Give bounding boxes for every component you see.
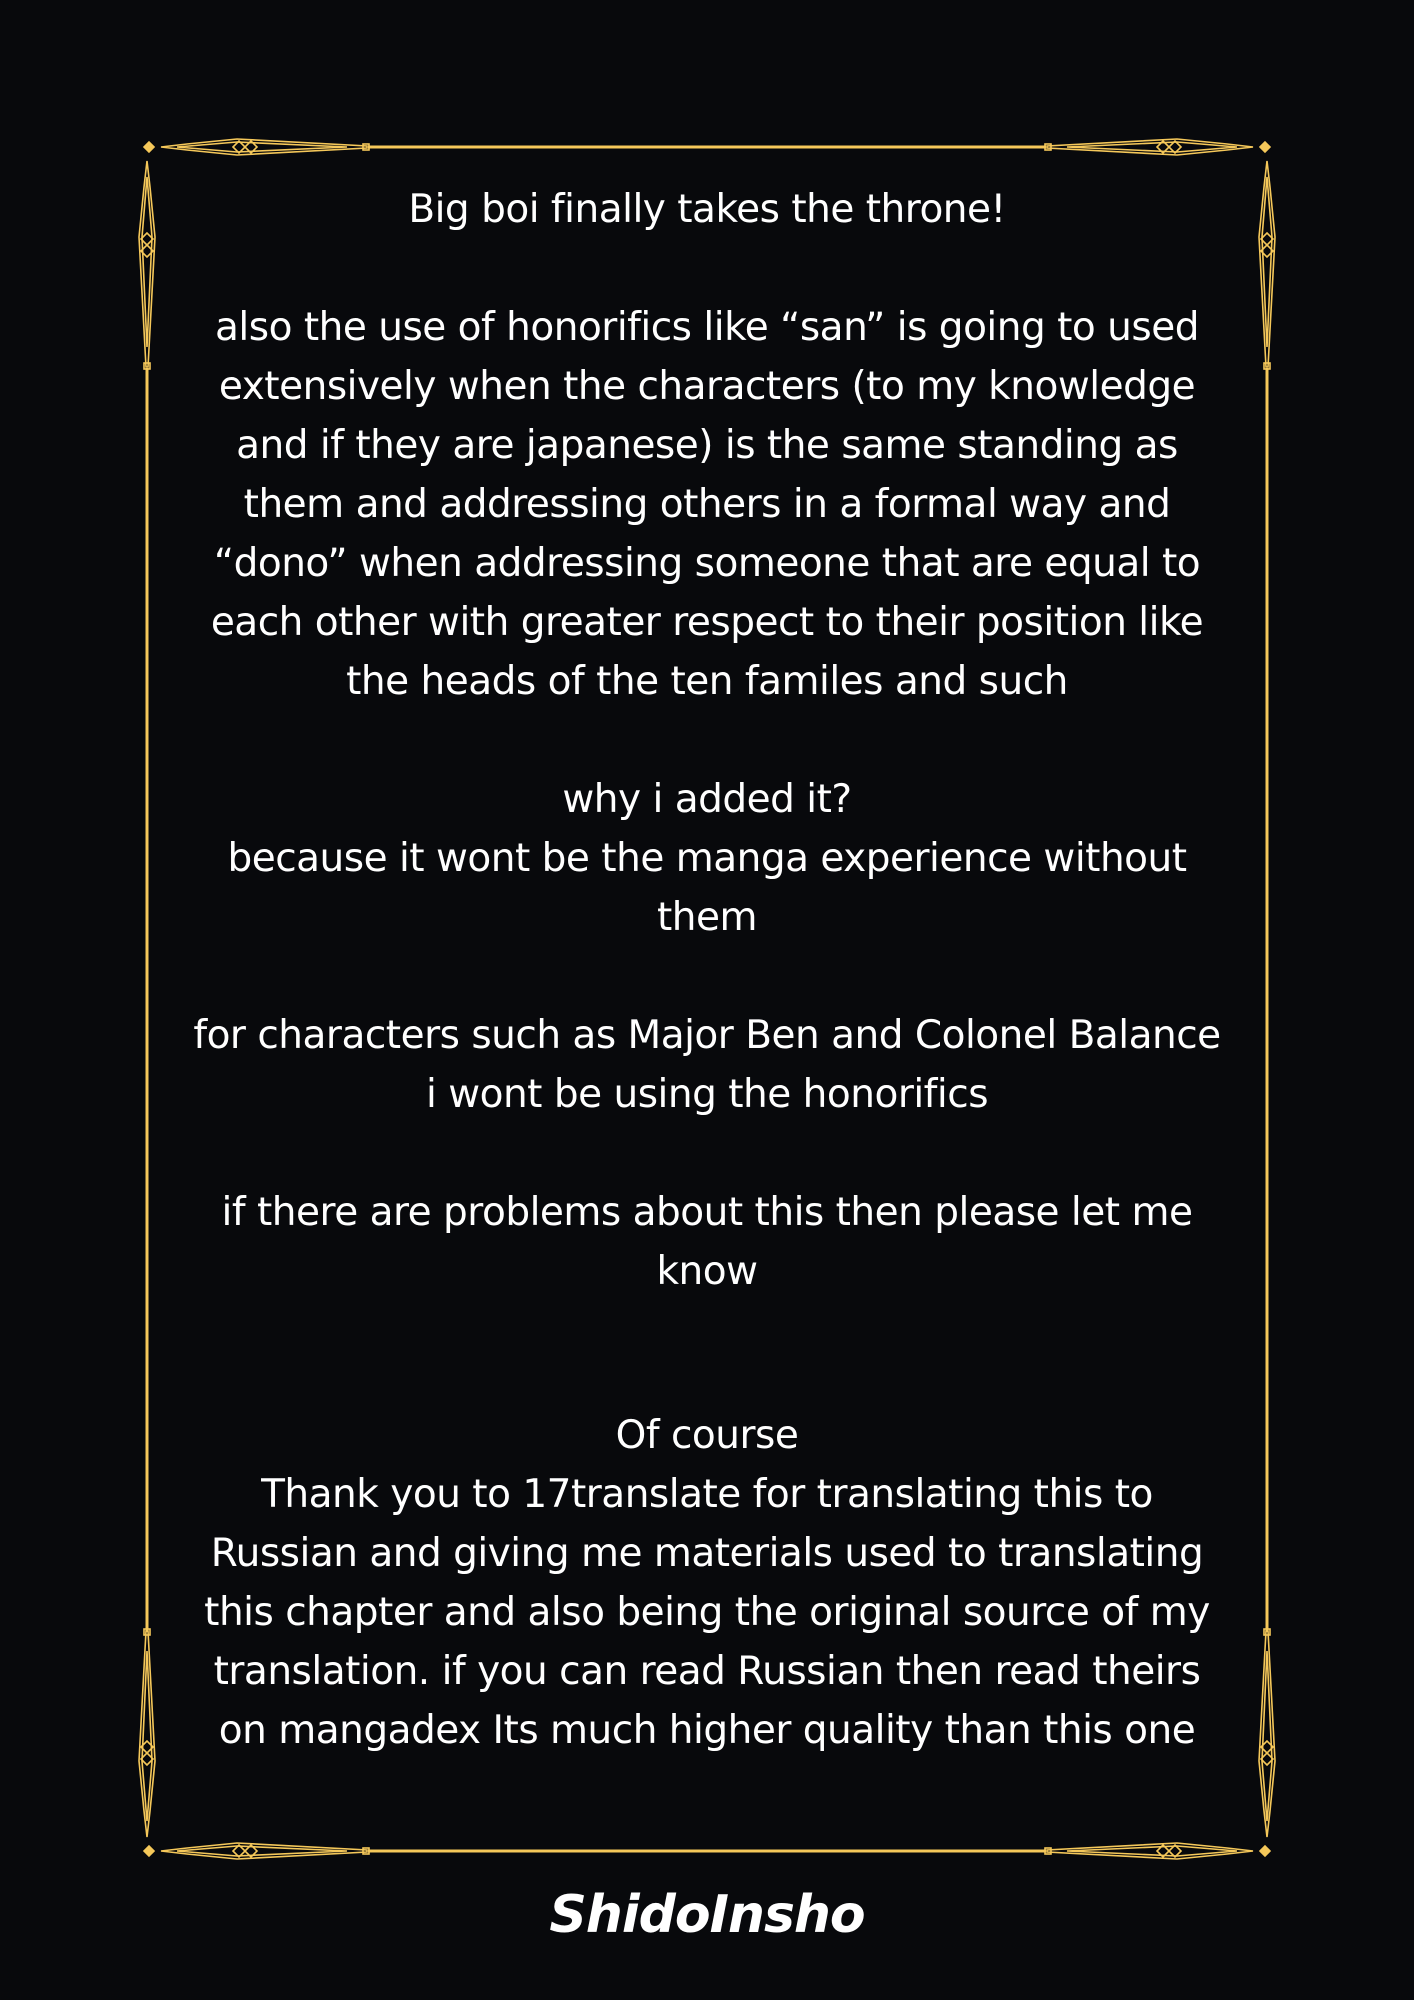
spacer [160,947,1254,1006]
spacer [160,239,1254,298]
why-paragraph [160,770,1254,947]
text-line: know [656,1249,758,1294]
notes-title: Big boi finally takes the throne! [408,187,1006,232]
text-line: translation. if you can read Russian then read theirs [213,1649,1201,1694]
text-line: Thank you to 17translate for translating this to [261,1472,1153,1517]
spacer [160,711,1254,770]
text-line: each other with greater respect to their position like [210,600,1204,645]
text-line: for characters such as Major Ben and Colonel Balance [193,1013,1221,1058]
honorifics-paragraph [160,298,1254,711]
text-line: and if they are japanese) is the same standing as [236,423,1178,468]
exceptions-paragraph [160,1006,1254,1124]
text-line: on mangadex Its much higher quality than this one [218,1708,1196,1753]
text-line: if there are problems about this then please let me [221,1190,1193,1235]
text-line: this chapter and also being the original source of my [204,1590,1210,1635]
text-line: because it wont be the manga experience without [227,836,1187,881]
text-line: i wont be using the honorifics [425,1072,989,1117]
text-line: Of course [615,1413,799,1458]
spacer [160,1301,1254,1406]
thanks-paragraph [160,1406,1254,1760]
text-line: why i added it? [562,777,852,822]
text-line: them [657,895,757,940]
text-line: Russian and giving me materials used to translating [210,1531,1204,1576]
text-line: the heads of the ten familes and such [346,659,1068,704]
text-line: “dono” when addressing someone that are equal to [213,541,1201,586]
text-line: extensively when the characters (to my knowledge [218,364,1196,409]
translator-signature: ShidoInsho [549,1885,865,1945]
translator-notes [160,180,1254,1760]
feedback-paragraph [160,1183,1254,1301]
spacer [160,1124,1254,1183]
text-line: them and addressing others in a formal way and [243,482,1171,527]
text-line: also the use of honorifics like “san” is going to used [215,305,1199,350]
